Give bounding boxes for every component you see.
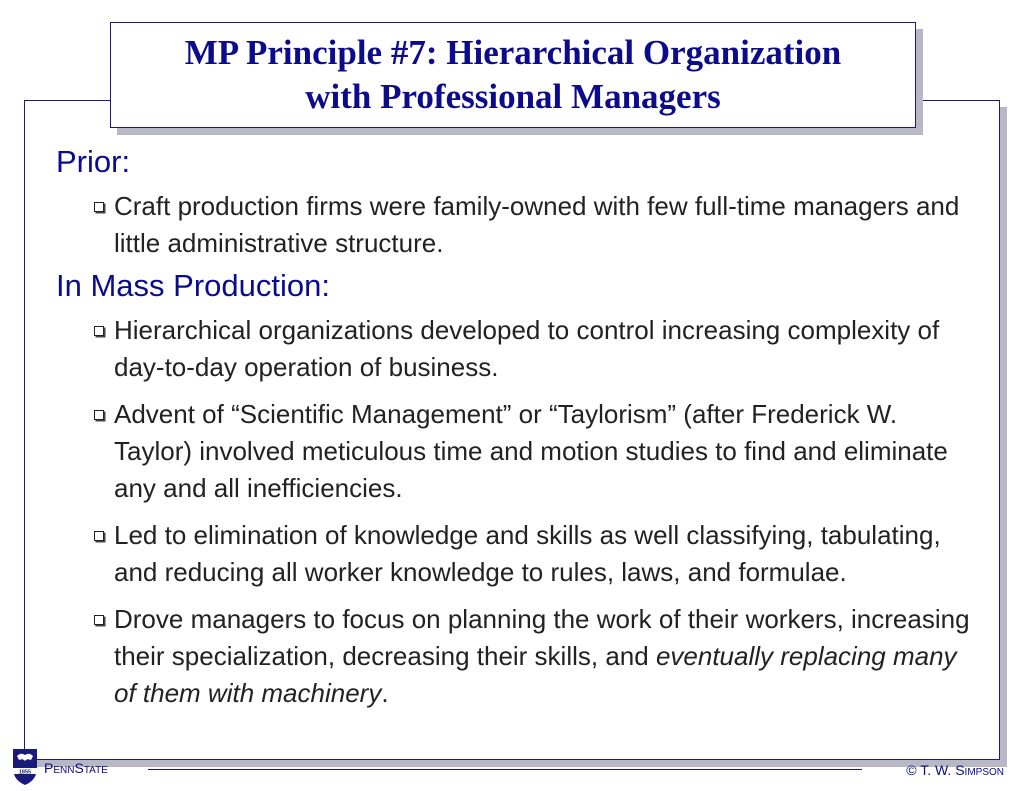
brand-enn: ENN: [53, 765, 75, 776]
bullet-item: [92, 517, 976, 591]
bullet-item: [92, 188, 976, 262]
section-heading-mass-production: In Mass Production:: [56, 268, 330, 303]
credit-suffix: IMPSON: [964, 767, 1004, 778]
credit-prefix: © T. W. S: [906, 762, 965, 778]
brand-s: S: [74, 760, 84, 776]
bullet-text: [114, 604, 970, 708]
logo-year: 1855: [18, 769, 32, 776]
brand-tate: TATE: [83, 765, 108, 776]
bullet-text: Hierarchical organizations developed to control increasing complexity of day-to-day operation of business.: [114, 315, 940, 382]
bullet-text: Craft production firms were family-owned with few full-time managers and little administrative structure.: [114, 191, 960, 258]
penn-state-shield-icon: [10, 746, 40, 786]
bullet-text: Advent of “Scientific Management” or “Taylorism” (after Frederick W. Taylor) involved meticulous time and motion studies to find and eliminate any and all inefficiencies.: [114, 399, 948, 503]
slide-title: [185, 31, 841, 119]
slide-content: [56, 144, 976, 722]
hollow-square-bullet-icon: [94, 615, 104, 625]
bullet-text: Led to elimination of knowledge and skills as well classifying, tabulating, and reducing all worker knowledge to rules, laws, and formulae.: [114, 520, 941, 587]
bullet-text-lead: Drove managers to focus on planning the work of their workers, increasing their specialization, decreasing their skills, and: [114, 604, 970, 671]
hollow-square-bullet-icon: [94, 326, 104, 336]
brand-p: P: [44, 760, 54, 776]
bullet-item: [92, 396, 976, 507]
footer-brand: [44, 760, 108, 776]
hollow-square-bullet-icon: [94, 410, 104, 420]
bullet-list-mass-production: [92, 312, 976, 712]
bullet-item: [92, 312, 976, 386]
hollow-square-bullet-icon: [94, 531, 104, 541]
bullet-list-prior: [92, 188, 976, 262]
bullet-emphasis: eventually replacing many of them with machinery: [114, 641, 957, 708]
footer-divider: [148, 769, 862, 770]
title-box: [110, 22, 916, 128]
hollow-square-bullet-icon: [94, 202, 104, 212]
section-heading-prior: Prior:: [56, 144, 131, 179]
bullet-text-end: .: [381, 678, 389, 708]
title-line-1: MP Principle #7: Hierarchical Organization: [184, 33, 842, 72]
footer-credit: [906, 762, 1004, 778]
title-line-2: with Professional Managers: [305, 77, 721, 116]
bullet-item: [92, 601, 976, 712]
